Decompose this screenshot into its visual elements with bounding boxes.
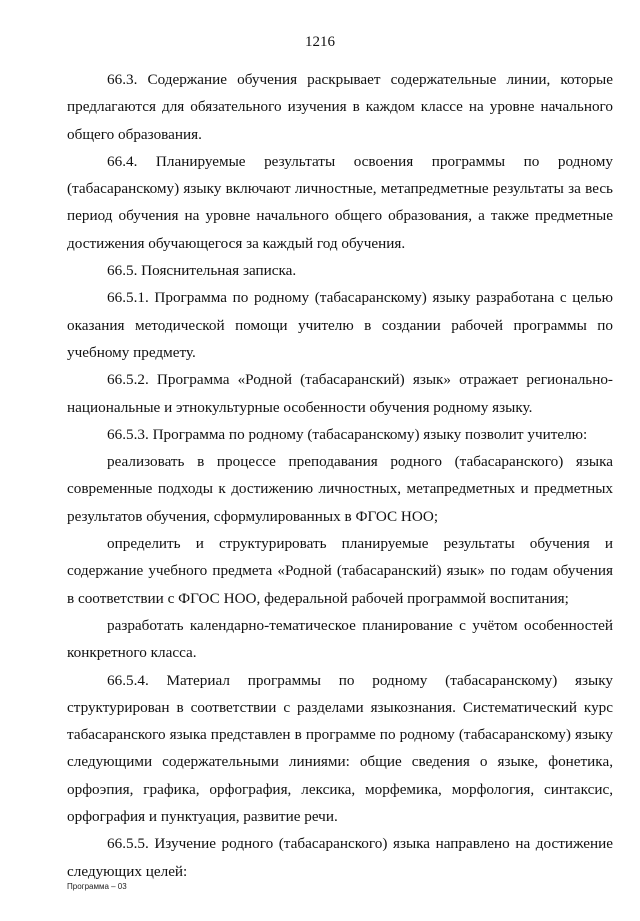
paragraph-66-5-5: 66.5.5. Изучение родного (табасаранского) языка направлено на достижение следующих целей: [67,835,613,880]
footer-label: Программа – 03 [67,882,127,891]
list-item-define: определить и структурировать планируемые результаты обучения и содержание учебного предмета «Родной (табасаранский) язык» по годам обучения в соответствии с ФГОС НОО, федеральной рабочей программой воспитания; [67,535,613,607]
paragraph-66-5-3: 66.5.3. Программа по родному (табасаранскому) языку позволит учителю: [107,425,588,443]
document-body [67,66,613,885]
paragraph-66-5-1: 66.5.1. Программа по родному (табасаранскому) языку разработана с целью оказания методической помощи учителю в создании рабочей программы по учебному предмету. [67,289,613,361]
page-number: 1216 [305,34,335,50]
paragraph-66-5-4: 66.5.4. Материал программы по родному (табасаранскому) языку структурирован в соответствии с разделами языкознания. Систематический курс табасаранского языка представлен в программе по родному (табасаранскому) языку следующими содержательными линиями: общие сведения о языке, фонетика, орфоэпия, графика, орфография, лексика, морфемика, морфология, синтаксис, орфография и пунктуация, развитие речи. [67,671,613,826]
paragraph-66-3: 66.3. Содержание обучения раскрывает содержательные линии, которые предлагаются для обязательного изучения в каждом классе на уровне начального общего образования. [67,71,613,143]
paragraph-66-5: 66.5. Пояснительная записка. [107,262,297,280]
list-item-implement: реализовать в процессе преподавания родного (табасаранского) языка современные подходы к достижению личностных, метапредметных и предметных результатов обучения, сформулированных в ФГОС НОО; [67,453,613,525]
paragraph-66-5-2: 66.5.2. Программа «Родной (табасаранский) язык» отражает регионально-национальные и этнокультурные особенности обучения родному языку. [67,371,613,416]
list-item-develop: разработать календарно-тематическое планирование с учётом особенностей конкретного класса. [67,616,613,662]
paragraph-66-4: 66.4. Планируемые результаты освоения программы по родному (табасаранскому) языку включают личностные, метапредметные результаты за весь период обучения на уровне начального общего образования, а также предметные достижения обучающегося за каждый год обучения. [67,152,613,252]
